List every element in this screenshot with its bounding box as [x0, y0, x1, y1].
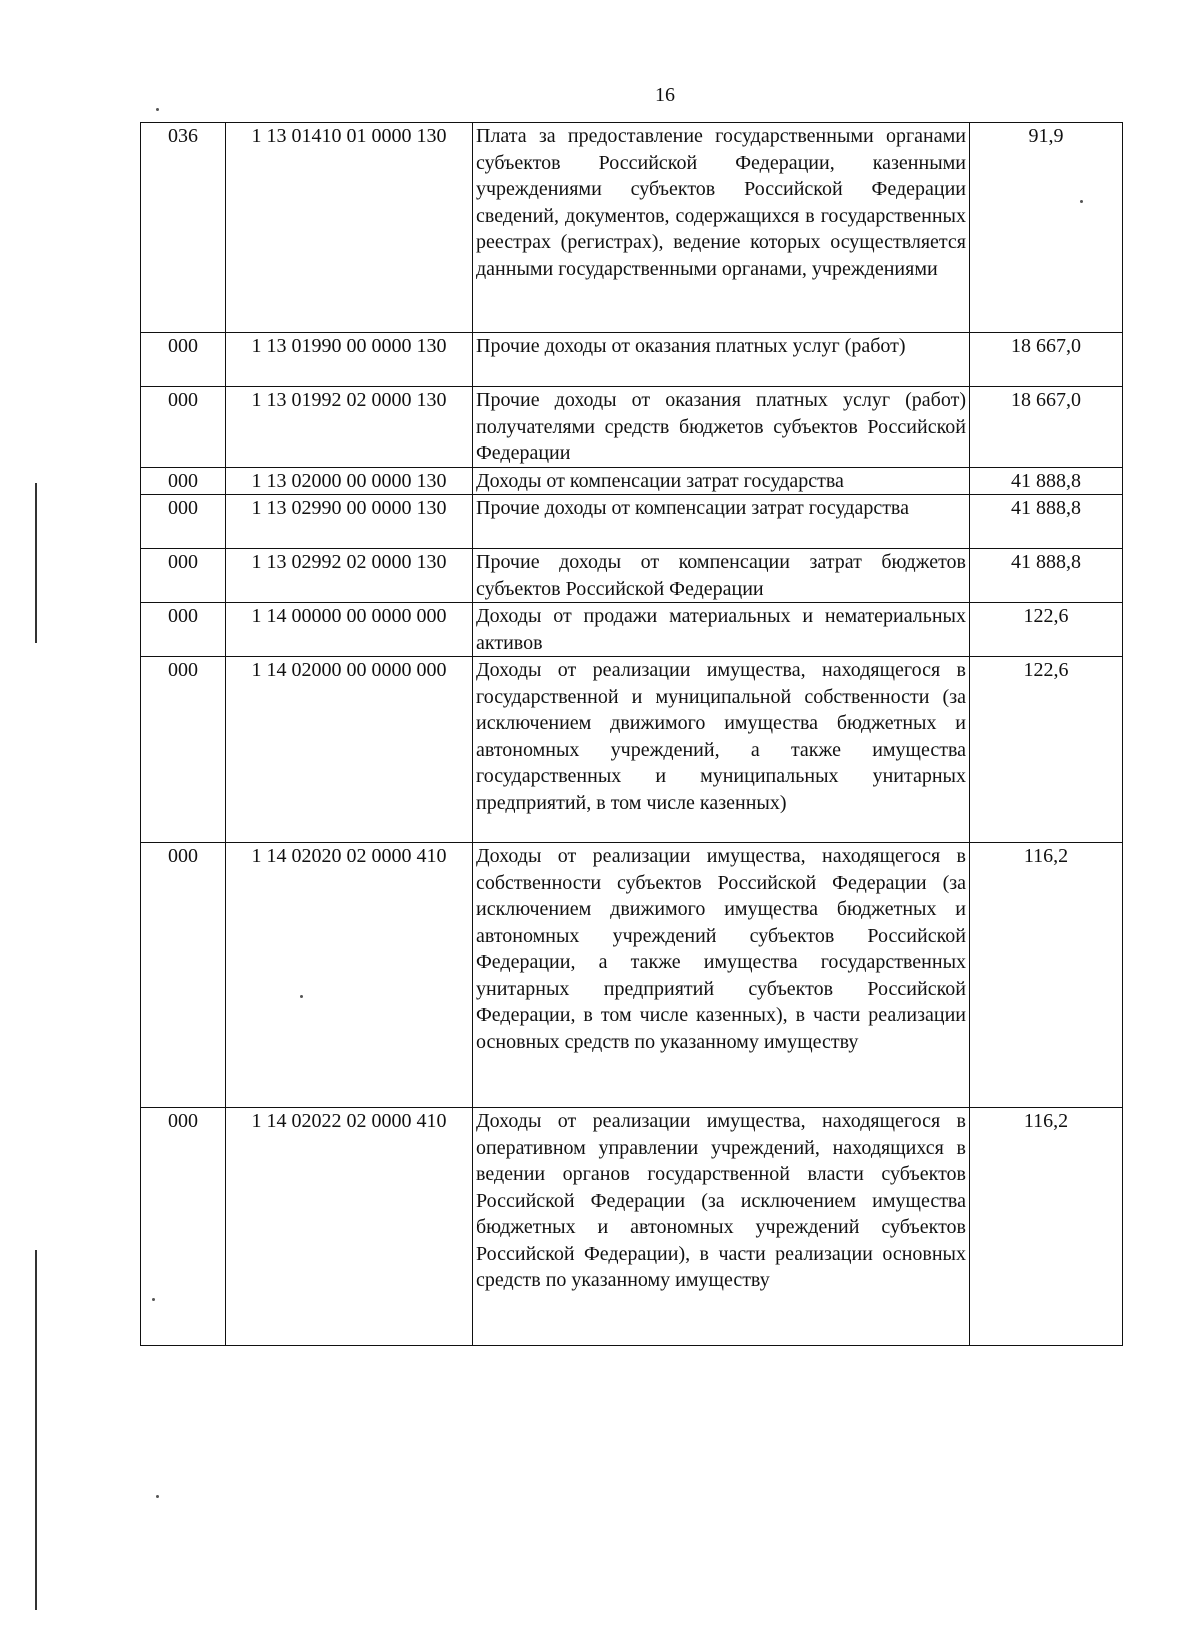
admin-code-cell: 000 [141, 387, 226, 468]
scan-speck [156, 1495, 159, 1498]
revenue-name-cell: Прочие доходы от оказания платных услуг (работ) [473, 333, 970, 387]
budget-code-cell: 1 13 01410 01 0000 130 [226, 123, 473, 333]
table-row [141, 333, 1123, 387]
revenue-name-cell: Доходы от компенсации затрат государства [473, 467, 970, 495]
admin-code-cell: 000 [141, 603, 226, 657]
revenue-name-cell: Доходы от продажи материальных и нематериальных активов [473, 603, 970, 657]
revenue-name-cell: Плата за предоставление государственными органами субъектов Российской Федерации, казенными учреждениями субъектов Российской Федерации сведений, документов, содержащихся в государственных реестрах (регистрах), ведение которых осуществляется данными государственными органами, учреждениями [473, 123, 970, 333]
amount-cell: 91,9 [970, 123, 1123, 333]
revenue-table [140, 122, 1123, 1346]
admin-code-cell: 000 [141, 467, 226, 495]
amount-cell: 41 888,8 [970, 549, 1123, 603]
amount-cell: 116,2 [970, 843, 1123, 1108]
budget-code-cell: 1 13 01990 00 0000 130 [226, 333, 473, 387]
budget-code-cell: 1 13 01992 02 0000 130 [226, 387, 473, 468]
budget-code-cell: 1 14 02020 02 0000 410 [226, 843, 473, 1108]
admin-code-cell: 036 [141, 123, 226, 333]
table-row [141, 1108, 1123, 1346]
table-row [141, 495, 1123, 549]
scan-speck [152, 1298, 155, 1301]
budget-code-cell: 1 13 02992 02 0000 130 [226, 549, 473, 603]
budget-code-cell: 1 14 00000 00 0000 000 [226, 603, 473, 657]
revenue-name-cell: Прочие доходы от компенсации затрат государства [473, 495, 970, 549]
table-row [141, 387, 1123, 468]
table-row [141, 123, 1123, 333]
amount-cell: 18 667,0 [970, 387, 1123, 468]
scan-speck [300, 995, 303, 998]
budget-code-cell: 1 13 02000 00 0000 130 [226, 467, 473, 495]
admin-code-cell: 000 [141, 495, 226, 549]
scan-margin-line [35, 1250, 37, 1610]
table-row [141, 549, 1123, 603]
amount-cell: 41 888,8 [970, 467, 1123, 495]
revenue-name-cell: Доходы от реализации имущества, находящегося в оперативном управлении учреждений, находящихся в ведении органов государственной власти субъектов Российской Федерации (за исключением имущества бюджетных и автономных учреждений субъектов Российской Федерации), в части реализации основных средств по указанному имуществу [473, 1108, 970, 1346]
amount-cell: 41 888,8 [970, 495, 1123, 549]
scan-speck [1080, 200, 1083, 203]
table-row [141, 467, 1123, 495]
budget-code-cell: 1 14 02022 02 0000 410 [226, 1108, 473, 1346]
amount-cell: 122,6 [970, 603, 1123, 657]
admin-code-cell: 000 [141, 1108, 226, 1346]
revenue-name-cell: Прочие доходы от компенсации затрат бюджетов субъектов Российской Федерации [473, 549, 970, 603]
scan-margin-line [35, 483, 37, 643]
admin-code-cell: 000 [141, 333, 226, 387]
revenue-name-cell: Доходы от реализации имущества, находящегося в собственности субъектов Российской Федерации (за исключением движимого имущества бюджетных и автономных учреждений субъектов Российской Федерации, а также имущества государственных унитарных предприятий субъектов Российской Федерации, в том числе казенных), в части реализации основных средств по указанному имуществу [473, 843, 970, 1108]
revenue-name-cell: Прочие доходы от оказания платных услуг (работ) получателями средств бюджетов субъектов Российской Федерации [473, 387, 970, 468]
table-row [141, 657, 1123, 843]
page-number: 16 [655, 84, 675, 106]
scan-speck [156, 108, 159, 111]
table-row [141, 603, 1123, 657]
budget-code-cell: 1 14 02000 00 0000 000 [226, 657, 473, 843]
revenue-name-cell: Доходы от реализации имущества, находящегося в государственной и муниципальной собственности (за исключением движимого имущества бюджетных и автономных учреждений, а также имущества государственных и муниципальных унитарных предприятий, в том числе казенных) [473, 657, 970, 843]
admin-code-cell: 000 [141, 843, 226, 1108]
admin-code-cell: 000 [141, 549, 226, 603]
table-row [141, 843, 1123, 1108]
admin-code-cell: 000 [141, 657, 226, 843]
amount-cell: 116,2 [970, 1108, 1123, 1346]
amount-cell: 122,6 [970, 657, 1123, 843]
budget-code-cell: 1 13 02990 00 0000 130 [226, 495, 473, 549]
amount-cell: 18 667,0 [970, 333, 1123, 387]
